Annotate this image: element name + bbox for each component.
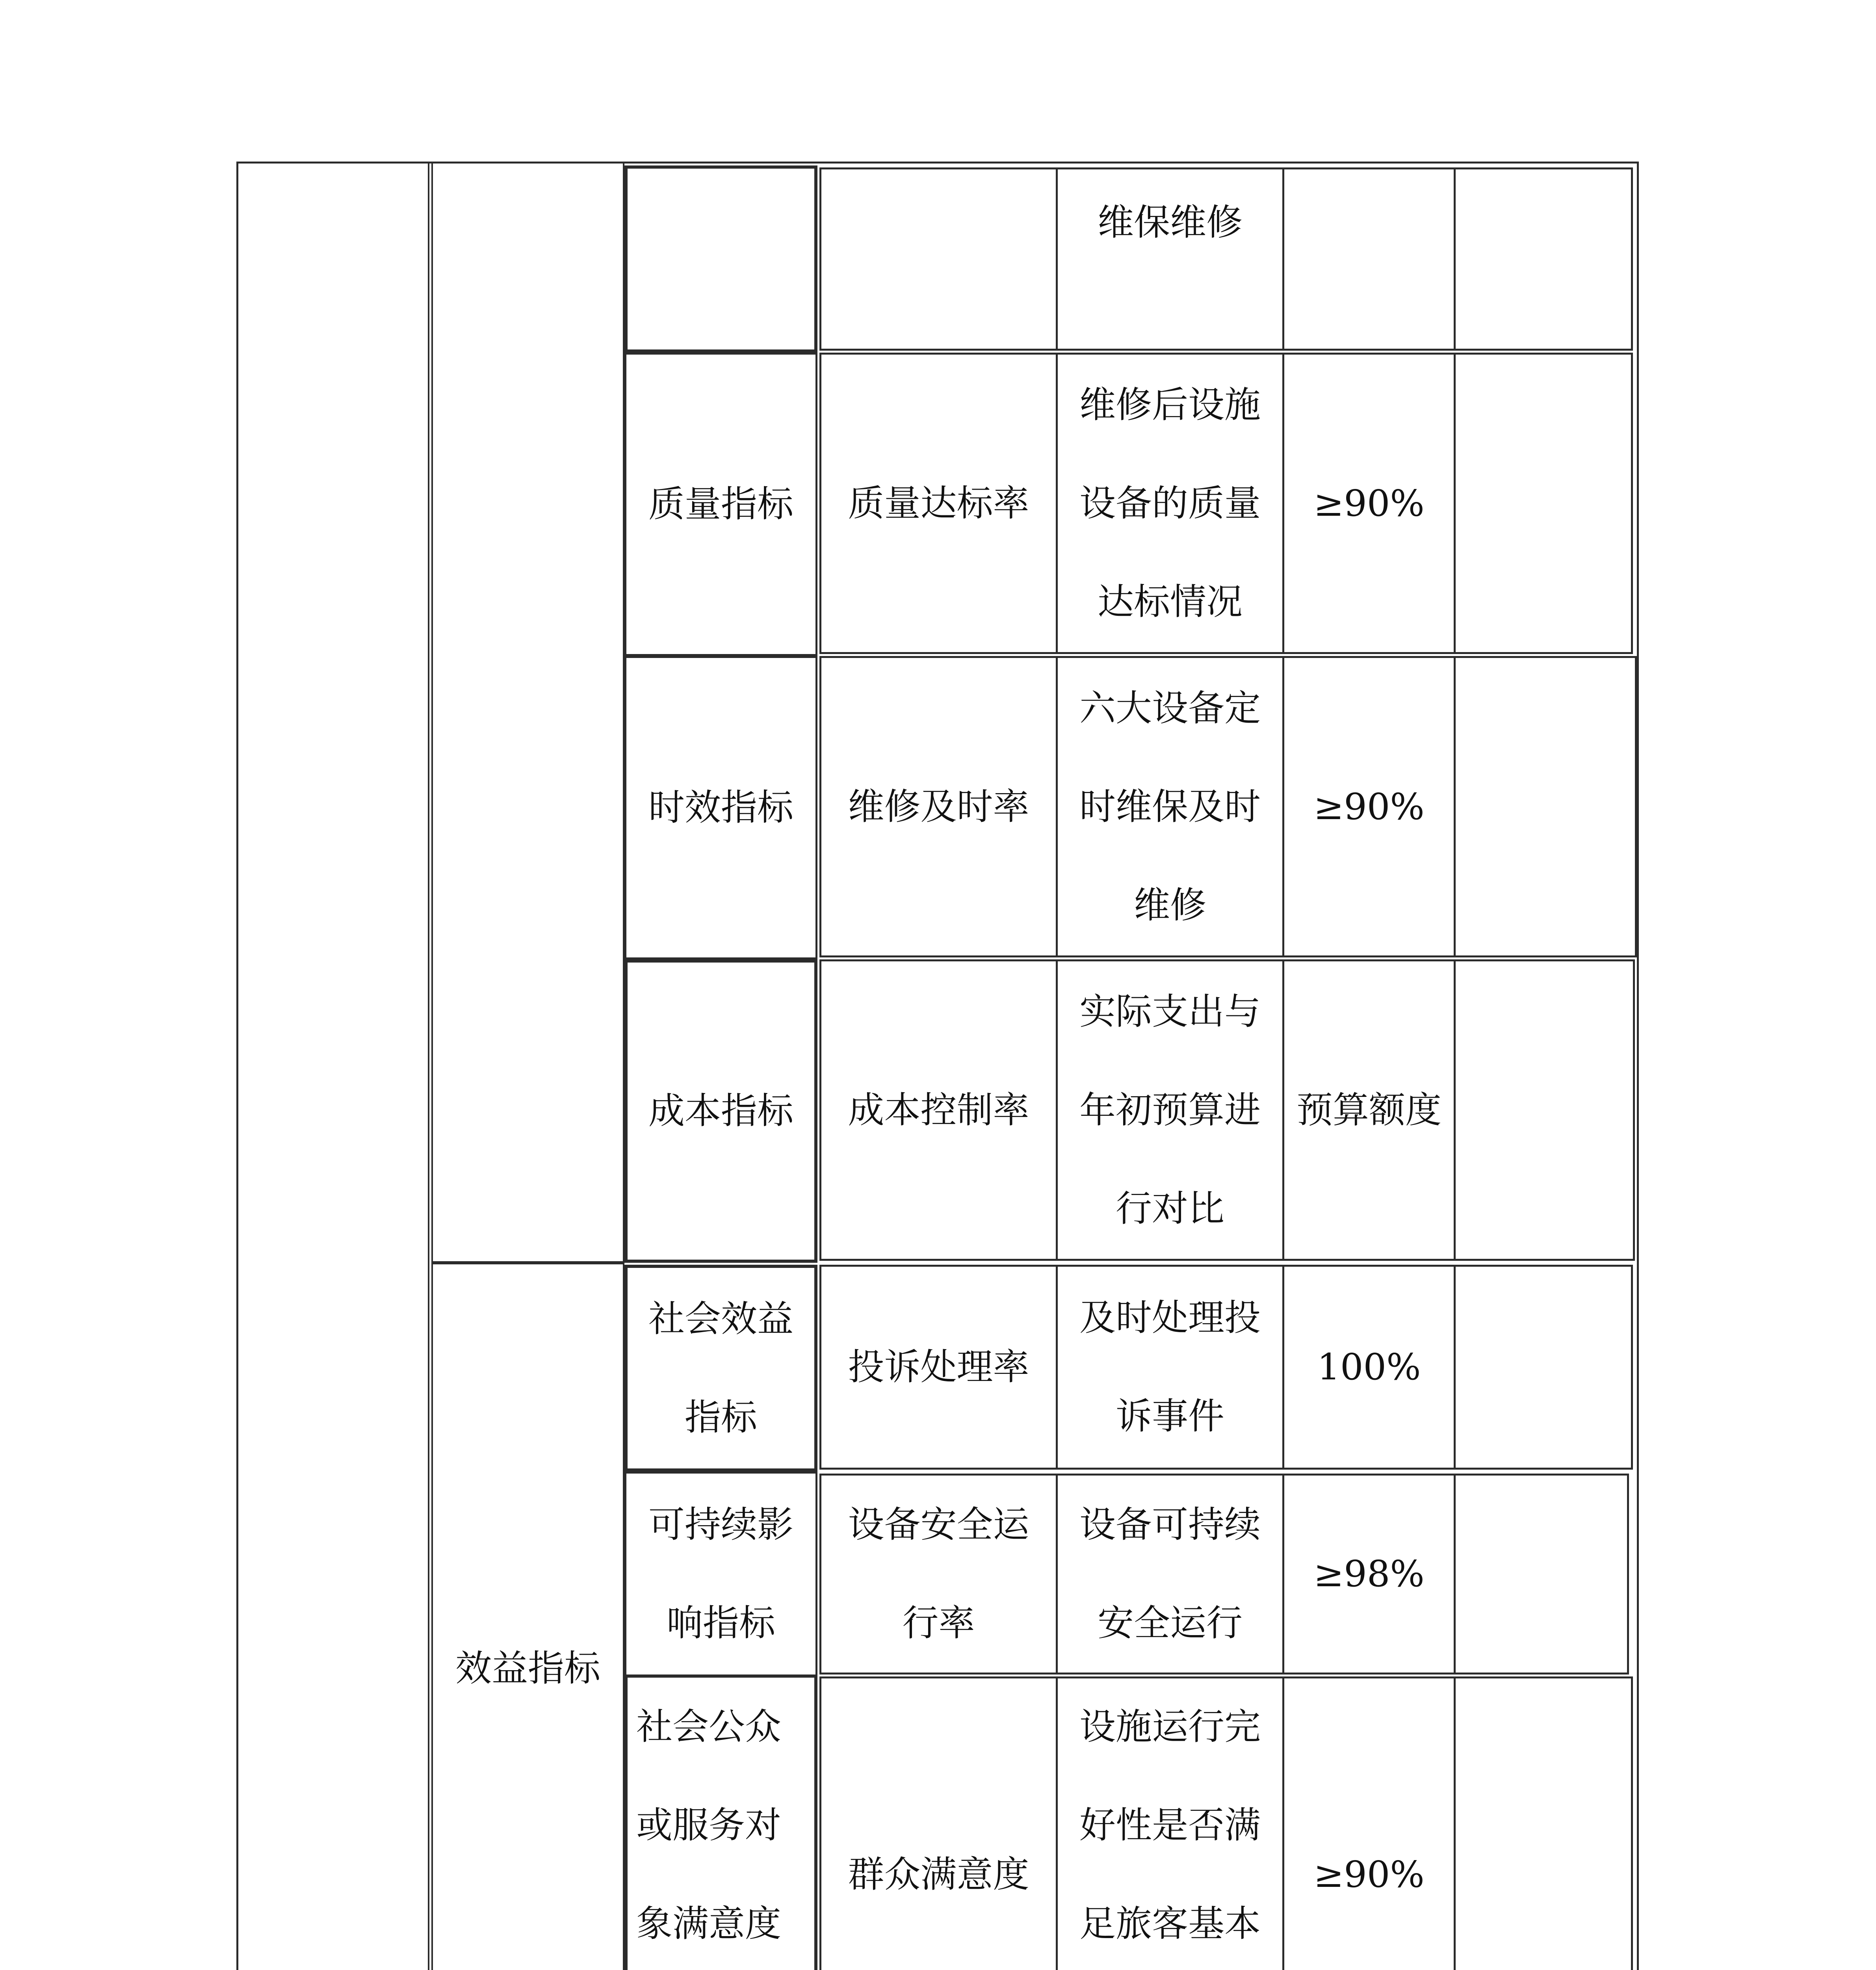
table-cell: [1454, 1474, 1629, 1674]
table-column-2-upper: [431, 162, 624, 1263]
table-cell: [819, 167, 1058, 351]
table-cell: ≥90%: [1282, 656, 1456, 957]
table-cell: 社会公众或服务对象满意度: [624, 1674, 817, 1970]
table-cell: 投诉处理率: [819, 1265, 1058, 1470]
table-cell: [1454, 353, 1633, 654]
table-cell: 维修及时率: [819, 656, 1058, 957]
table-cell: 维修后设施设备的质量达标情况: [1056, 353, 1284, 654]
table-cell: 设备可持续安全运行: [1056, 1474, 1284, 1674]
table-cell: 成本指标: [624, 959, 817, 1263]
table-cell: [1454, 959, 1635, 1261]
table-cell: 时效指标: [624, 656, 817, 959]
table-column-1: [236, 162, 429, 1970]
table-cell: 实际支出与年初预算进行对比: [1056, 959, 1284, 1261]
table-cell: [1454, 1265, 1633, 1470]
table-cell: 设施运行完好性是否满足旅客基本: [1056, 1676, 1284, 1970]
table-cell: 100%: [1282, 1265, 1456, 1470]
table-cell: 维保维修: [1056, 167, 1284, 351]
table-cell: 六大设备定时维保及时维修: [1056, 656, 1284, 957]
table-cell: ≥90%: [1282, 353, 1456, 654]
group-label-cell: [431, 1263, 624, 1970]
table-cell: 质量达标率: [819, 353, 1058, 654]
table-cell: 社会效益指标: [624, 1265, 817, 1472]
table-cell: 成本控制率: [819, 959, 1058, 1261]
table-cell: [624, 165, 817, 353]
table-cell: 群众满意度: [819, 1676, 1058, 1970]
table-cell: 质量指标: [624, 353, 817, 656]
table-cell: 可持续影响指标: [624, 1472, 817, 1676]
table-cell: [1454, 167, 1633, 351]
table-cell: [1454, 656, 1637, 957]
table-cell: 设备安全运行率: [819, 1474, 1058, 1674]
table-cell: ≥90%: [1282, 1676, 1456, 1970]
table-cell: 预算额度: [1282, 959, 1456, 1261]
table-cell: 及时处理投诉事件: [1056, 1265, 1284, 1470]
group-label: 效益指标: [455, 1647, 600, 1689]
table-cell: ≥98%: [1282, 1474, 1456, 1674]
table-cell: [1282, 167, 1456, 351]
table-cell: [1454, 1676, 1633, 1970]
